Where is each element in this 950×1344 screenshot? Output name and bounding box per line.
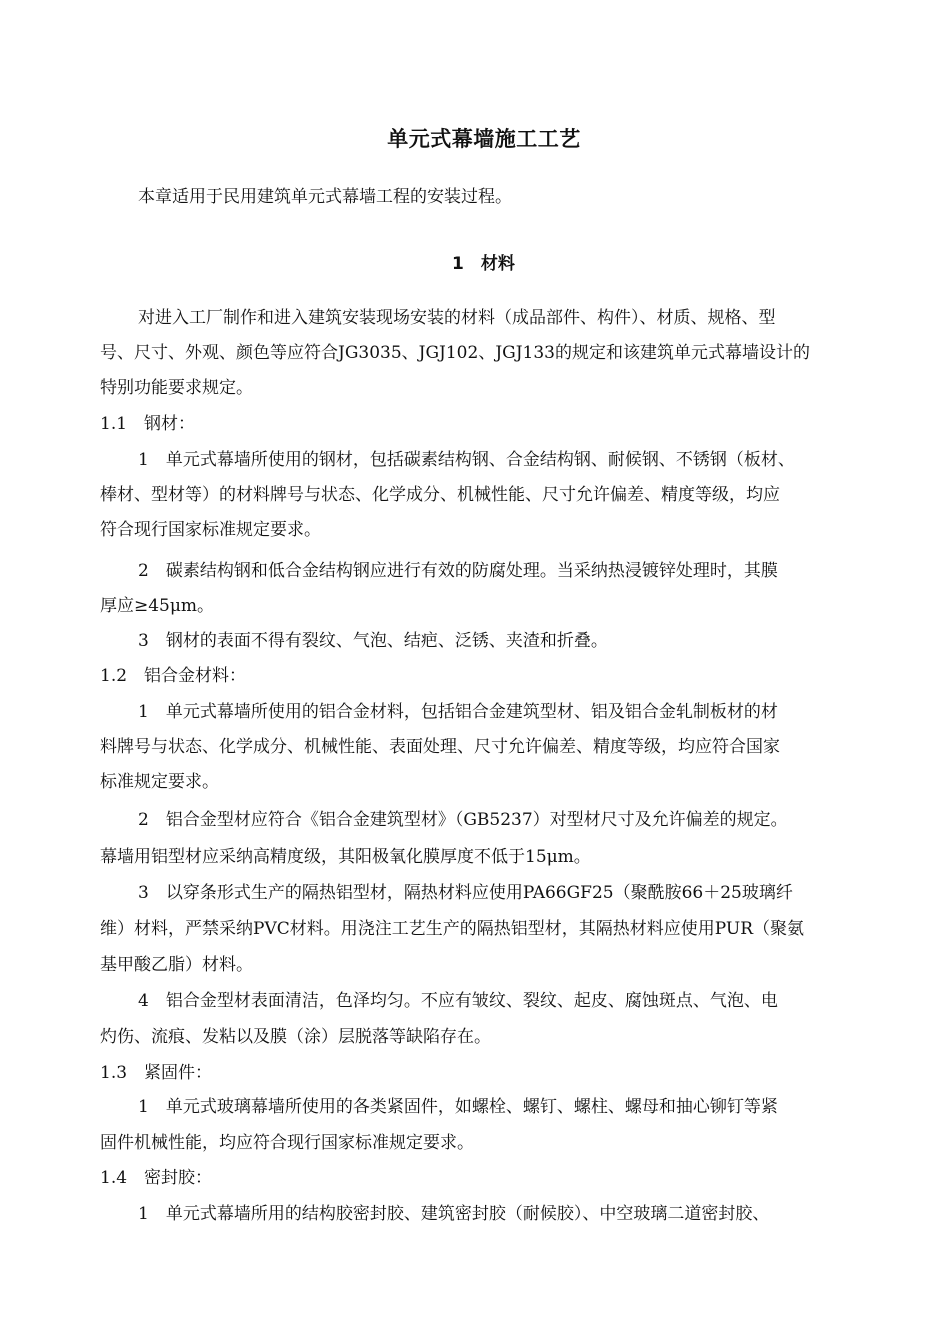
paragraph-line: 3 以穿条形式生产的隔热铝型材，隔热材料应使用PA66GF25（聚酰胺66＋25玻璃纤	[138, 883, 793, 903]
paragraph-line: 特别功能要求规定。	[100, 378, 253, 398]
paragraph-line: 固件机械性能，均应符合现行国家标准规定要求。	[100, 1133, 474, 1153]
paragraph-line: 1 单元式玻璃幕墙所使用的各类紧固件，如螺栓、螺钉、螺柱、螺母和抽心铆钉等紧	[138, 1097, 778, 1117]
paragraph-line: 2 铝合金型材应符合《铝合金建筑型材》（GB5237）对型材尺寸及允许偏差的规定。	[138, 810, 788, 830]
paragraph-line: 4 铝合金型材表面清洁，色泽均匀。不应有皱纹、裂纹、起皮、腐蚀斑点、气泡、电	[138, 991, 778, 1011]
paragraph-line: 2 碳素结构钢和低合金结构钢应进行有效的防腐处理。当采纳热浸镀锌处理时，其膜	[138, 561, 778, 581]
subsection-heading-1-4: 1.4 密封胶：	[100, 1168, 213, 1188]
paragraph-line: 维）材料，严禁采纳PVC材料。用浇注工艺生产的隔热铝型材，其隔热材料应使用PUR（聚氨	[100, 919, 804, 939]
paragraph-line: 符合现行国家标准规定要求。	[100, 520, 321, 540]
paragraph-line: 基甲酸乙脂）材料。	[100, 955, 253, 975]
subsection-heading-1-2: 1.2 铝合金材料：	[100, 666, 247, 686]
subsection-heading-1-3: 1.3 紧固件：	[100, 1063, 213, 1083]
intro-text: 本章适用于民用建筑单元式幕墙工程的安装过程。	[138, 187, 512, 207]
paragraph-line: 厚应≥45μm。	[100, 596, 215, 616]
paragraph-line: 号、尺寸、外观、颜色等应符合JG3035、JGJ102、JGJ133的规定和该建筑单元式幕墙设计的	[100, 343, 810, 363]
paragraph-line: 1 单元式幕墙所用的结构胶密封胶、建筑密封胶（耐候胶）、中空玻璃二道密封胶、	[138, 1204, 770, 1224]
paragraph-line: 标准规定要求。	[100, 772, 219, 792]
paragraph-line: 1 单元式幕墙所使用的钢材，包括碳素结构钢、合金结构钢、耐候钢、不锈钢（板材、	[138, 450, 795, 470]
subsection-heading-1-1: 1.1 钢材：	[100, 414, 196, 434]
document-title: 单元式幕墙施工工艺	[387, 127, 581, 151]
paragraph-line: 料牌号与状态、化学成分、机械性能、表面处理、尺寸允许偏差、精度等级，均应符合国家	[100, 737, 780, 757]
paragraph-line: 幕墙用铝型材应采纳高精度级，其阳极氧化膜厚度不低于15μm。	[100, 847, 591, 867]
section-1-heading: 1 材料	[452, 254, 515, 274]
paragraph-line: 3 钢材的表面不得有裂纹、气泡、结疤、泛锈、夹渣和折叠。	[138, 631, 608, 651]
paragraph-line: 对进入工厂制作和进入建筑安装现场安装的材料（成品部件、构件）、材质、规格、型	[138, 308, 776, 328]
paragraph-line: 1 单元式幕墙所使用的铝合金材料，包括铝合金建筑型材、铝及铝合金轧制板材的材	[138, 702, 778, 722]
paragraph-line: 棒材、型材等）的材料牌号与状态、化学成分、机械性能、尺寸允许偏差、精度等级，均应	[100, 485, 780, 505]
paragraph-line: 灼伤、流痕、发粘以及膜（涂）层脱落等缺陷存在。	[100, 1027, 491, 1047]
